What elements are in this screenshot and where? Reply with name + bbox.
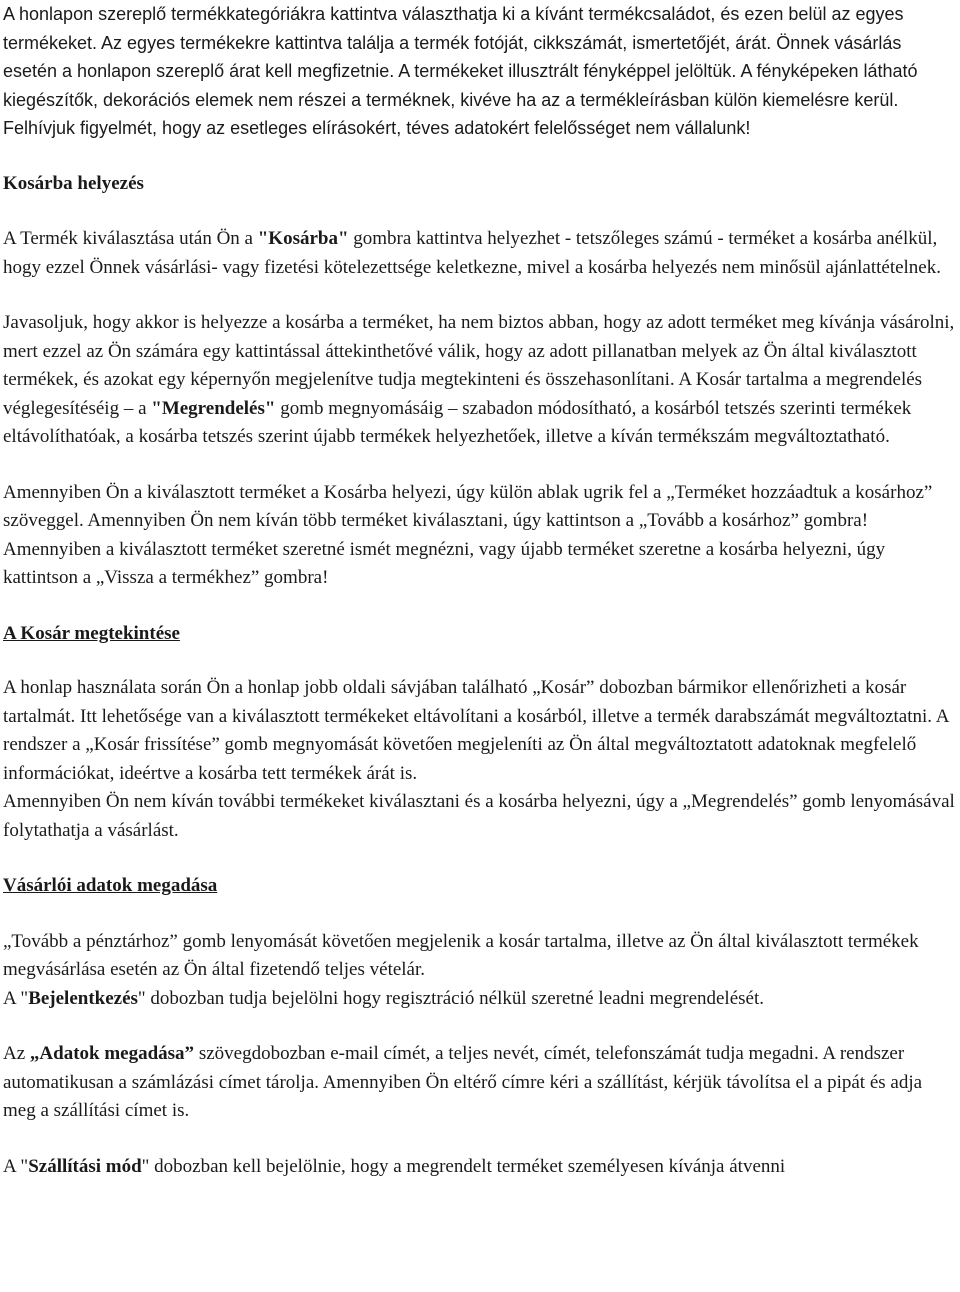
text-run: Az bbox=[3, 1043, 30, 1064]
heading-kosarba-helyezes: Kosárba helyezés bbox=[3, 172, 144, 194]
intro-text-2: A fényképeken látható kiegészítők, dekorációs elemek nem részei a terméknek, kivéve ha az a termékleírásban külön kiemelésre kerül. bbox=[3, 61, 918, 110]
text-run: " dobozban kell bejelölnie, hogy a megrendelt terméket személyesen kívánja átvenni bbox=[141, 1155, 786, 1177]
text-run: " dobozban tudja bejelölni hogy regisztráció nélkül szeretné leadni megrendelését. bbox=[137, 987, 765, 1009]
adatok-paragraph-4 bbox=[3, 1153, 958, 1182]
megtekintes-paragraph-2: Amennyiben Ön nem kíván további termékeket kiválasztani és a kosárba helyezni, úgy a „Megrendelés” gomb lenyomásával folytathatja a vásárlást. bbox=[3, 791, 955, 841]
kosarba-paragraph-1 bbox=[3, 225, 958, 282]
megrendeles-button-mention: "Megrendelés" bbox=[151, 397, 276, 419]
text-run: gombra kattintva helyezhet - tetszőleges számú - terméket a kosárba anélkül, hogy ezzel Önnek vásárlási- vagy fizetési kötelezettsége keletkezne, mivel a kosárba helyezés nem minősül ajánlattételnek. bbox=[3, 228, 941, 278]
intro-text-1: A honlapon szereplő termékkategóriákra kattintva választhatja ki a kívánt termékcsaládot, és ezen belül az egyes termékeket. Az egyes termékekre kattintva találja a termék fotóját, cikkszámát, ismertetőjét, árát. Önnek vásárlás esetén a honlapon szereplő árat kell megfizetnie. A termékeket illusztrált fényképpel jelöltük. bbox=[3, 4, 904, 81]
adatok-paragraph-1: „Tovább a pénztárhoz” gomb lenyomását követően megjelenik a kosár tartalma, illetve az Ön által kiválasztott termékek megvásárlása esetén az Ön által fizetendő teljes vételár. bbox=[3, 930, 919, 980]
text-run: Javasoljuk, hogy akkor is helyezze a kosárba a terméket, ha nem biztos abban, hogy az adott terméket meg kívánja vásárolni, mert ezzel az Ön számára egy kattintással áttekinthetővé válik, hogy az adott pillanatban melyek az Ön által kiválasztott termékek, és azokat egy képernyőn megjelenítve tudja megtekinteni és összehasonlítani. A Kosár tartalma a megrendelés véglegesítéséig – a bbox=[3, 312, 955, 419]
text-run: gomb megnyomásáig – szabadon módosítható, a kosárból tetszés szerinti termékek eltávolíthatóak, a kosárba tetszés szerint újabb termékek helyezhetőek, illetve a kíván termékszám megváltoztatható. bbox=[3, 397, 912, 447]
bejelentkezes-box-mention: Bejelentkezés bbox=[28, 987, 138, 1009]
intro-text-3: Felhívjuk figyelmét, hogy az esetleges elírásokért, téves adatokért felelősséget nem vállalunk! bbox=[3, 118, 751, 138]
text-run: A " bbox=[3, 987, 29, 1009]
text-run: A " bbox=[3, 1155, 29, 1177]
heading-vasarloi-adatok: Vásárlói adatok megadása bbox=[3, 875, 218, 896]
kosarba-paragraph-2 bbox=[3, 309, 958, 452]
kosarba-button-mention: "Kosárba" bbox=[257, 228, 349, 249]
text-run: szövegdobozban e-mail címét, a teljes nevét, címét, telefonszámát tudja megadni. A rendszer automatikusan a számlázási címet tárolja. Amennyiben Ön eltérő címre kéri a szállítást, kérjük távolítsa el a pipát és adja meg a szállítási címet is. bbox=[3, 1043, 923, 1121]
megtekintes-paragraph-1: A honlap használata során Ön a honlap jobb oldali sávjában található „Kosár” dobozban bármikor ellenőrizheti a kosár tartalmát. Itt lehetősége van a kiválasztott termékeket eltávolítani a kosárból, illetve a termék darabszámát megváltoztatni. A rendszer a „Kosár frissítése” gomb megnyomását követően megjeleníti az Ön által megváltoztatott adatoknak megfelelő információkat, ideértve a kosárba tett termékek árát is. bbox=[3, 677, 949, 784]
adatok-paragraph-2 bbox=[3, 985, 958, 1014]
szallitasi-mod-box-mention: Szállítási mód bbox=[28, 1155, 142, 1177]
kosarba-paragraph-3: Amennyiben Ön a kiválasztott terméket a Kosárba helyezi, úgy külön ablak ugrik fel a „Terméket hozzáadtuk a kosárhoz” szöveggel. Amennyiben Ön nem kíván több terméket kiválasztani, úgy kattintson a „Tovább a kosárhoz” gombra! Amennyiben a kiválasztott terméket szeretné ismét megnézni, vagy újabb terméket szeretne a kosárba helyezni, úgy kattintson a „Vissza a termékhez” gombra! bbox=[3, 481, 933, 588]
text-run: A Termék kiválasztása után Ön a bbox=[3, 228, 258, 249]
adatok-megadasa-box-mention: „Adatok megadása” bbox=[29, 1043, 195, 1064]
adatok-paragraph-3 bbox=[3, 1040, 958, 1126]
heading-kosar-megtekintese: A Kosár megtekintése bbox=[3, 622, 180, 644]
intro-paragraph bbox=[3, 0, 958, 143]
